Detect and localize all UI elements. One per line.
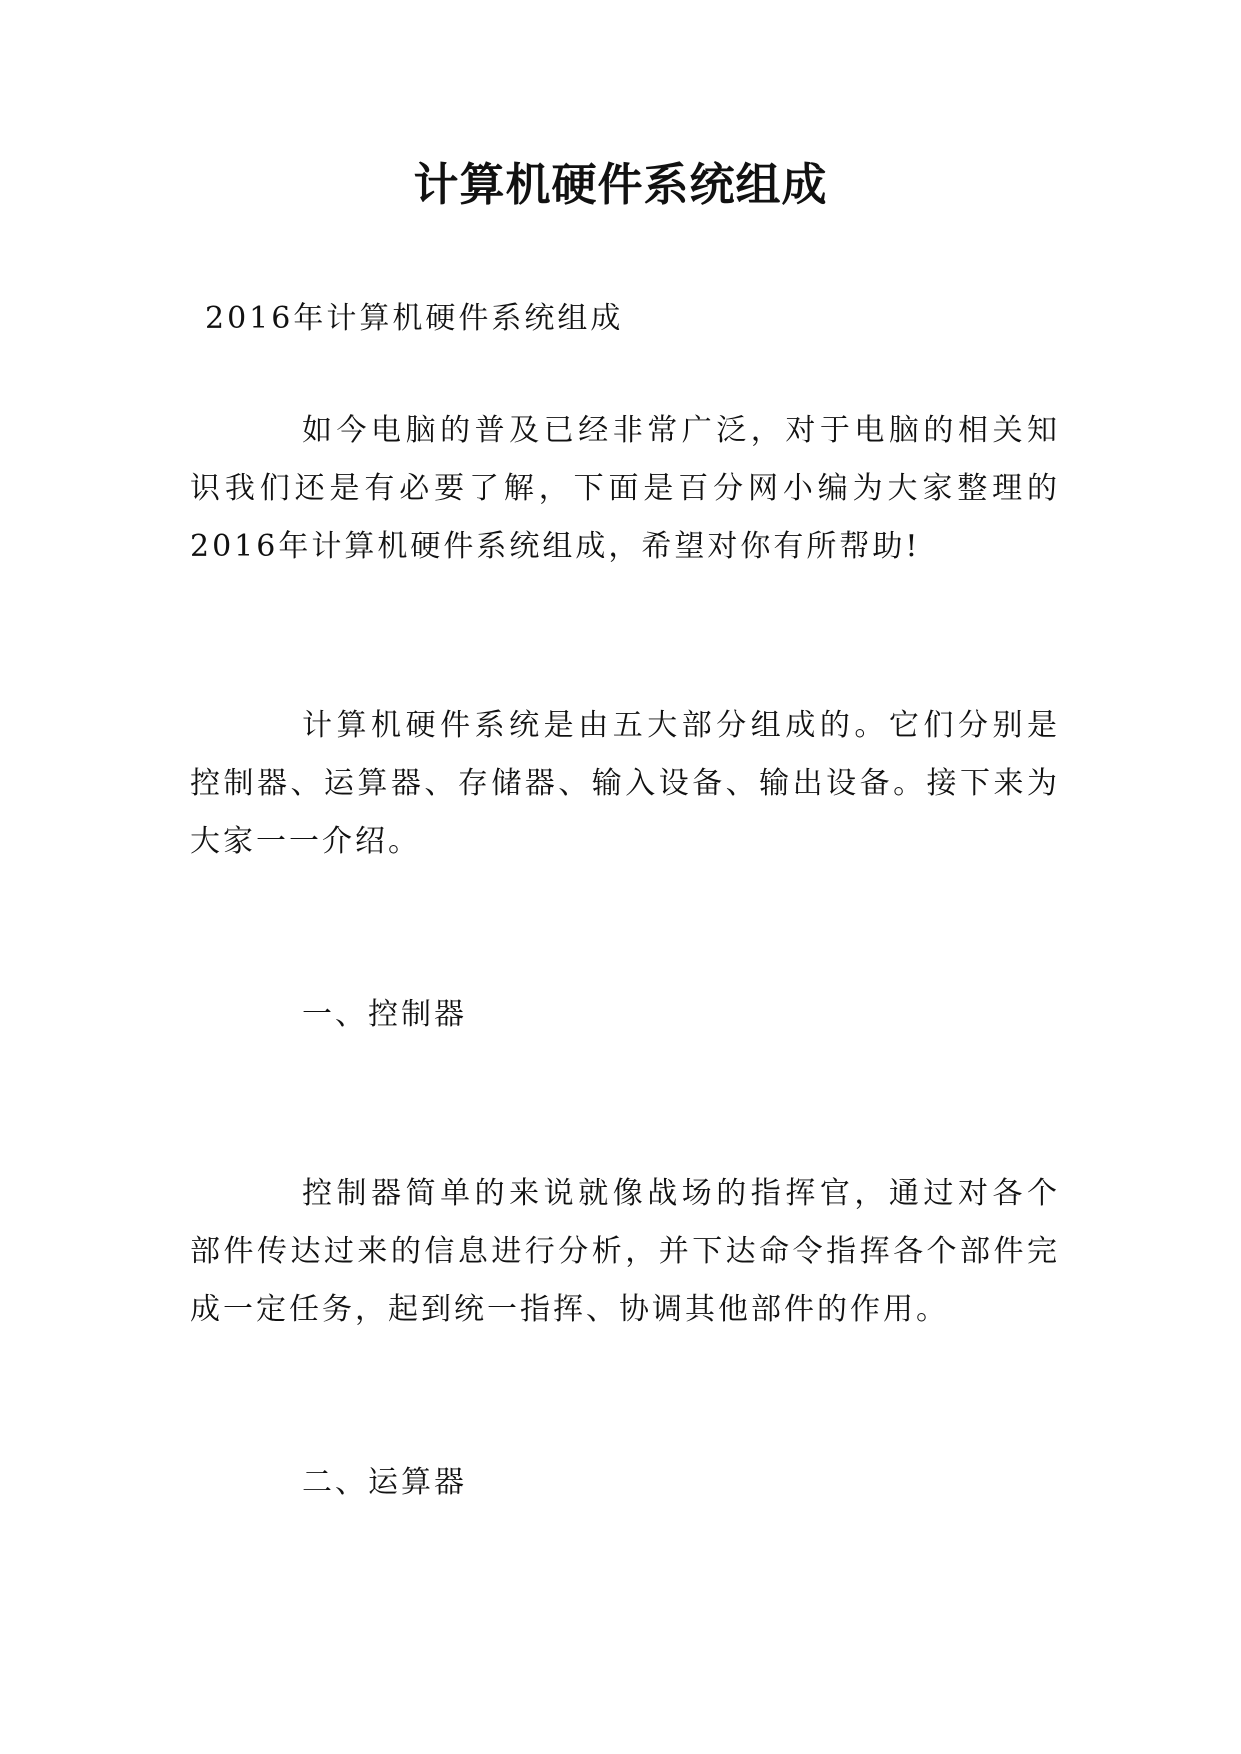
section-heading-alu: 二、运算器: [302, 1465, 467, 1500]
paragraph-overview: 计算机硬件系统是由五大部分组成的。它们分别是控制器、运算器、存储器、输入设备、输出设备。接下来为大家一一介绍。: [190, 708, 1060, 859]
paragraph-controller: 控制器简单的来说就像战场的指挥官，通过对各个部件传达过来的信息进行分析，并下达命令指挥各个部件完成一定任务，起到统一指挥、协调其他部件的作用。: [190, 1176, 1060, 1327]
paragraph-intro: 如今电脑的普及已经非常广泛，对于电脑的相关知识我们还是有必要了解，下面是百分网小编为大家整理的2016年计算机硬件系统组成，希望对你有所帮助!: [190, 413, 1060, 564]
document-title: 计算机硬件系统组成: [413, 158, 828, 211]
section-heading-controller: 一、控制器: [302, 997, 467, 1032]
document-subtitle: 2016年计算机硬件系统组成: [205, 301, 624, 336]
